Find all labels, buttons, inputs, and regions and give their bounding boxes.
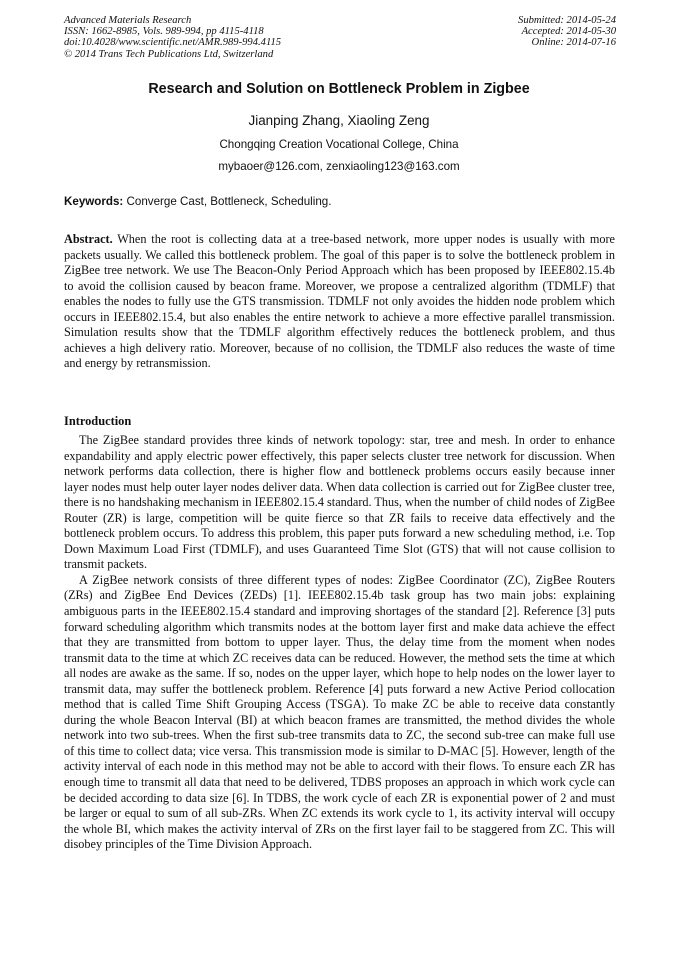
- abstract-text: When the root is collecting data at a tree-based network, more upper nodes is usually with more packets usually. We called this bottleneck problem. The goal of this paper is to solve the bottleneck problem in ZigBee tree network. We use The Beacon-Only Period Approach which has been proposed by IEEE802.15.4b to avoid the collision caused by beacon frame. Moreover, we propose a centralized algorithm (TDMLF) that enables the nodes to fully use the GTS transmission. TDMLF not only avoides the hidden node problem which occurs in IEEE802.15.4, but also enables the entire network to achieve a more effective parallel transmission. Simulation results show that the TDMLF algorithm effectively reduces the bottleneck problem, and thus achieves a high delivery ratio. Moreover, because of no collision, the TDMLF also reduces the waste of time and energy by retransmission.: [64, 232, 615, 371]
- issn-line: ISSN: 1662-8985, Vols. 989-994, pp 4115-4118: [64, 26, 264, 38]
- online-date: Online: 2014-07-16: [531, 37, 616, 49]
- abstract: [64, 232, 615, 372]
- doi-line: doi:10.4028/www.scientific.net/AMR.989-994.4115: [64, 37, 282, 49]
- author-emails: mybaoer@126.com, zenxiaoling123@163.com: [218, 160, 460, 173]
- publication-header-right: [518, 15, 616, 49]
- author-affiliation: Chongqing Creation Vocational College, China: [219, 138, 459, 151]
- paper-title: Research and Solution on Bottleneck Problem in Zigbee: [148, 81, 530, 97]
- paper-authors: Jianping Zhang, Xiaoling Zeng: [248, 113, 430, 128]
- introduction-heading: Introduction: [64, 414, 132, 428]
- publication-header-left: [64, 15, 281, 60]
- keywords-line: [64, 195, 616, 208]
- intro-paragraph-1: The ZigBee standard provides three kinds of network topology: star, tree and mesh. In order to enhance expandability and apply electric power effectively, this paper selects cluster tree network for discussion. When network performs data collection, there is higher flow and bottleneck problems occurs easily because inner layer nodes must help outer layer nodes deliver data. When data collection is carried out for ZigBee cluster tree, there is no handshaking mechanism in IEEE802.15.4 standard. Thus, when the number of child nodes of ZigBee Router (ZR) is large, competition will be quite fierce so that ZR fails to receive data effectively and the bottleneck problem occurs. To address this problem, this paper puts forward a new scheduling method, i.e. Top Down Maximum Load First (TDMLF), and uses Guaranteed Time Slot (GTS) that will not cause collision to transmit packets.: [64, 433, 615, 572]
- introduction-body: [64, 433, 615, 853]
- abstract-label: Abstract.: [64, 232, 113, 246]
- submitted-date: Submitted: 2014-05-24: [518, 15, 616, 26]
- intro-paragraph-2: A ZigBee network consists of three different types of nodes: ZigBee Coordinator (ZC), ZigBee Routers (ZRs) and ZigBee End Devices (ZEDs) [1]. IEEE802.15.4b task group has two main jobs: explaining ambiguous parts in the IEEE802.15.4 standard and improving shortages of the standard [2]. Reference [3] puts forward scheduling algorithm which transmits nodes at the bottom layer first and make data achieve the effect that they are transmitted from bottom to upper layer. Thus, the delay time from the moment when nodes transmit data to the time at which ZC receives data can be reduced. However, the method sets the time at which all nodes are awake as the same. If so, nodes on the upper layer, which hope to help nodes on the lower layer to transmit data, may suffer the bottleneck problem. Reference [4] puts forward a new Active Period collocation method that is called Time Shift Grouping Access (TSGA). To make ZC be able to receive data constantly during the whole Beacon Interval (BI) at which beacon frames are transmitted, the method divides the whole network into two sub-trees. When the first sub-tree transmits data to ZC, the second sub-tree can make full use of this time to collect data; vice versa. This transmission mode is similar to D-MAC [5]. However, length of the activity interval of each node in this method may not be able to accord with their flows. To ensure each ZR has enough time to transmit all data that need to be delivered, TDBS proposes an approach in which work cycle can be decided according to data size [6]. In TDBS, the work cycle of each ZR is exponential power of 2 and must be larger or equal to sum of all sub-ZRs. When ZC extends its work cycle to 1, its activity interval will occupy the whole BI, which makes the activity interval of ZRs on the first layer fail to be staggered from ZC. This will disobey principles of the Time Division Approach.: [64, 572, 615, 852]
- journal-name: Advanced Materials Research: [64, 15, 192, 26]
- accepted-date: Accepted: 2014-05-30: [521, 26, 616, 38]
- keywords-label: Keywords:: [64, 195, 124, 208]
- keywords-text: Converge Cast, Bottleneck, Scheduling.: [126, 195, 332, 208]
- copyright-line: © 2014 Trans Tech Publications Ltd, Switzerland: [64, 48, 274, 60]
